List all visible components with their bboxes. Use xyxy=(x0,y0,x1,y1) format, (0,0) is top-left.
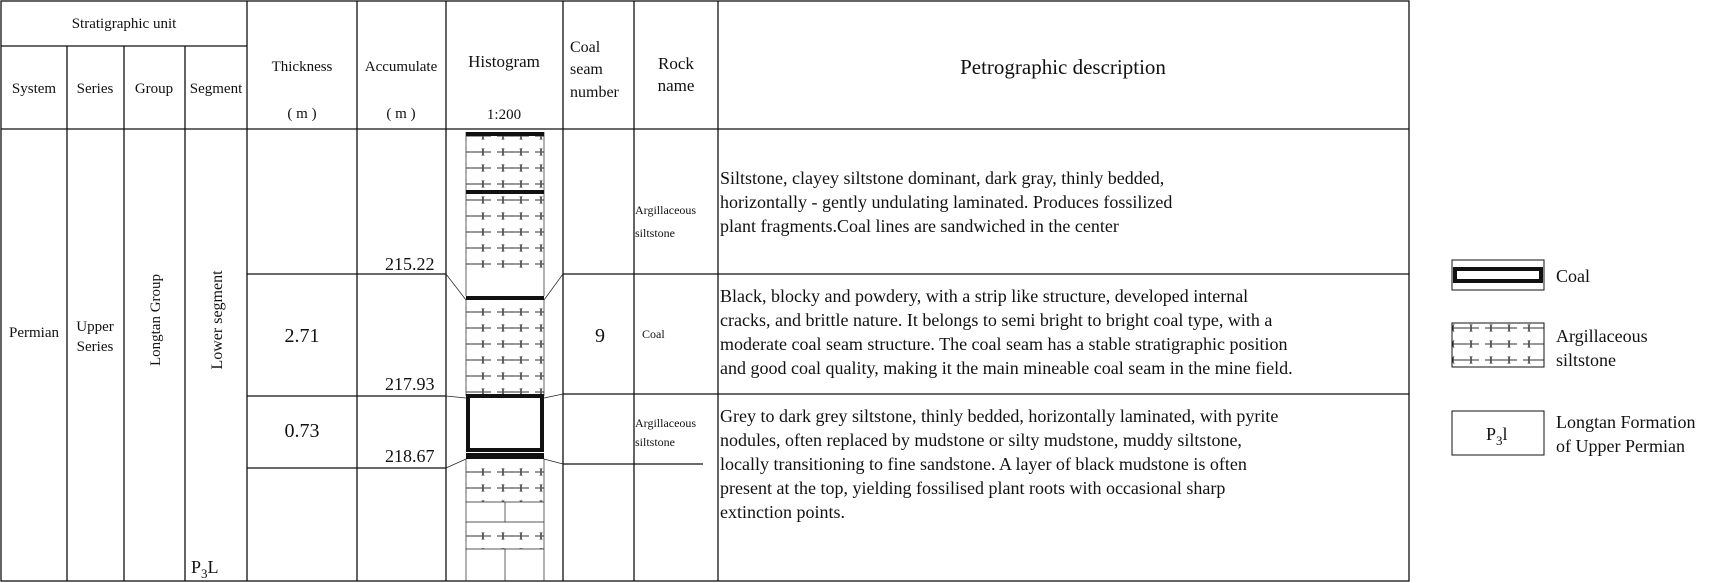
series-value-2: Series xyxy=(76,339,114,355)
layer-2-thickness: 2.71 xyxy=(284,325,320,347)
coal-line-2 xyxy=(466,190,544,194)
siltstone-fill-lower xyxy=(466,462,544,502)
accumulate-header: Accumulate xyxy=(364,59,438,75)
segment-header: Segment xyxy=(189,81,243,97)
system-value: Permian xyxy=(9,325,59,341)
coal-seam-number-header-2: seam xyxy=(570,61,603,78)
layer-2-coal-seam-number: 9 xyxy=(595,325,605,347)
thickness-header: Thickness xyxy=(271,59,333,75)
coal-seam-9 xyxy=(468,396,542,450)
layer-2-accumulate: 217.93 xyxy=(385,374,435,394)
coal-line-3 xyxy=(466,296,544,300)
histogram-header: Histogram xyxy=(468,52,540,71)
group-value: Longtan Group xyxy=(148,273,164,367)
layer-2-description: Black, blocky and powdery, with a strip like structure, developed internal cracks, and brittle nature. It belongs to semi bright to bright coal type, with a moderate coal seam structure. The coal seam has a stable stratigraphic position and good coal quality, making it the main mineable coal seam in the mine field. xyxy=(720,286,1293,378)
petrographic-description-header: Petrographic description xyxy=(960,55,1166,79)
siltstone-fill-upper xyxy=(466,132,544,270)
layer-1-description: Siltstone, clayey siltstone dominant, dark gray, thinly bedded, horizontally - gently undulating laminated. Produces fossilized plant fragments.Coal lines are sandwiched in the center xyxy=(720,168,1173,236)
group-header: Group xyxy=(134,81,174,97)
layer-1-accumulate: 215.22 xyxy=(385,254,435,274)
layer-3-rock-name-1: Argillaceous xyxy=(635,416,697,430)
siltstone-fill-middle xyxy=(466,300,544,396)
accumulate-unit: ( m ) xyxy=(386,106,416,122)
legend-siltstone-label-1: Argillaceous xyxy=(1556,326,1648,346)
legend-coal-label: Coal xyxy=(1556,266,1590,286)
layer-3-rock-name-2: siltstone xyxy=(635,435,676,449)
lithology-histogram xyxy=(446,132,563,581)
system-header: System xyxy=(11,81,57,97)
legend-siltstone-label-2: siltstone xyxy=(1556,350,1617,370)
siltstone-fill-base xyxy=(466,525,544,549)
legend-formation-label-1: Longtan Formation xyxy=(1556,412,1696,432)
series-value-1: Upper xyxy=(76,319,114,335)
legend-formation-code: $P_3l$ xyxy=(1486,424,1508,448)
layer-3-accumulate: 218.67 xyxy=(385,446,435,466)
legend-siltstone-symbol xyxy=(1452,323,1544,367)
legend xyxy=(1452,260,1695,456)
layer-3-description: Grey to dark grey siltstone, thinly bedded, horizontally laminated, with pyrite nodules, often replaced by mudstone or silty mudstone, muddy siltstone, locally transitioning to fine sandstone. A layer of black mudstone is often present at the top, yielding fossilised plant roots with occasional sharp extinction points. xyxy=(720,406,1279,522)
legend-formation-label-2: of Upper Permian xyxy=(1556,436,1685,456)
layer-2-rock-name: Coal xyxy=(642,327,665,341)
rock-name-header-1: Rock xyxy=(658,54,694,73)
coal-line-4 xyxy=(466,453,544,459)
segment-value: Lower segment xyxy=(209,270,226,370)
coal-seam-number-header-3: number xyxy=(570,84,619,101)
layer-1-rock-name-2: siltstone xyxy=(635,226,676,240)
segment-code: $P_3L$ xyxy=(191,557,219,581)
layer-3-thickness: 0.73 xyxy=(284,420,320,442)
thickness-unit: ( m ) xyxy=(287,106,317,122)
coal-seam-number-header-1: Coal xyxy=(570,39,601,56)
strata-columns xyxy=(9,270,226,581)
layer-1-rock-name-1: Argillaceous xyxy=(635,203,697,217)
stratigraphic-unit-header: Stratigraphic unit xyxy=(71,16,177,32)
histogram-scale: 1:200 xyxy=(486,107,522,123)
series-header: Series xyxy=(76,81,114,97)
petrographic-descriptions xyxy=(720,168,1293,522)
rock-name-header-2: name xyxy=(657,76,695,95)
coal-line-1 xyxy=(466,132,544,136)
